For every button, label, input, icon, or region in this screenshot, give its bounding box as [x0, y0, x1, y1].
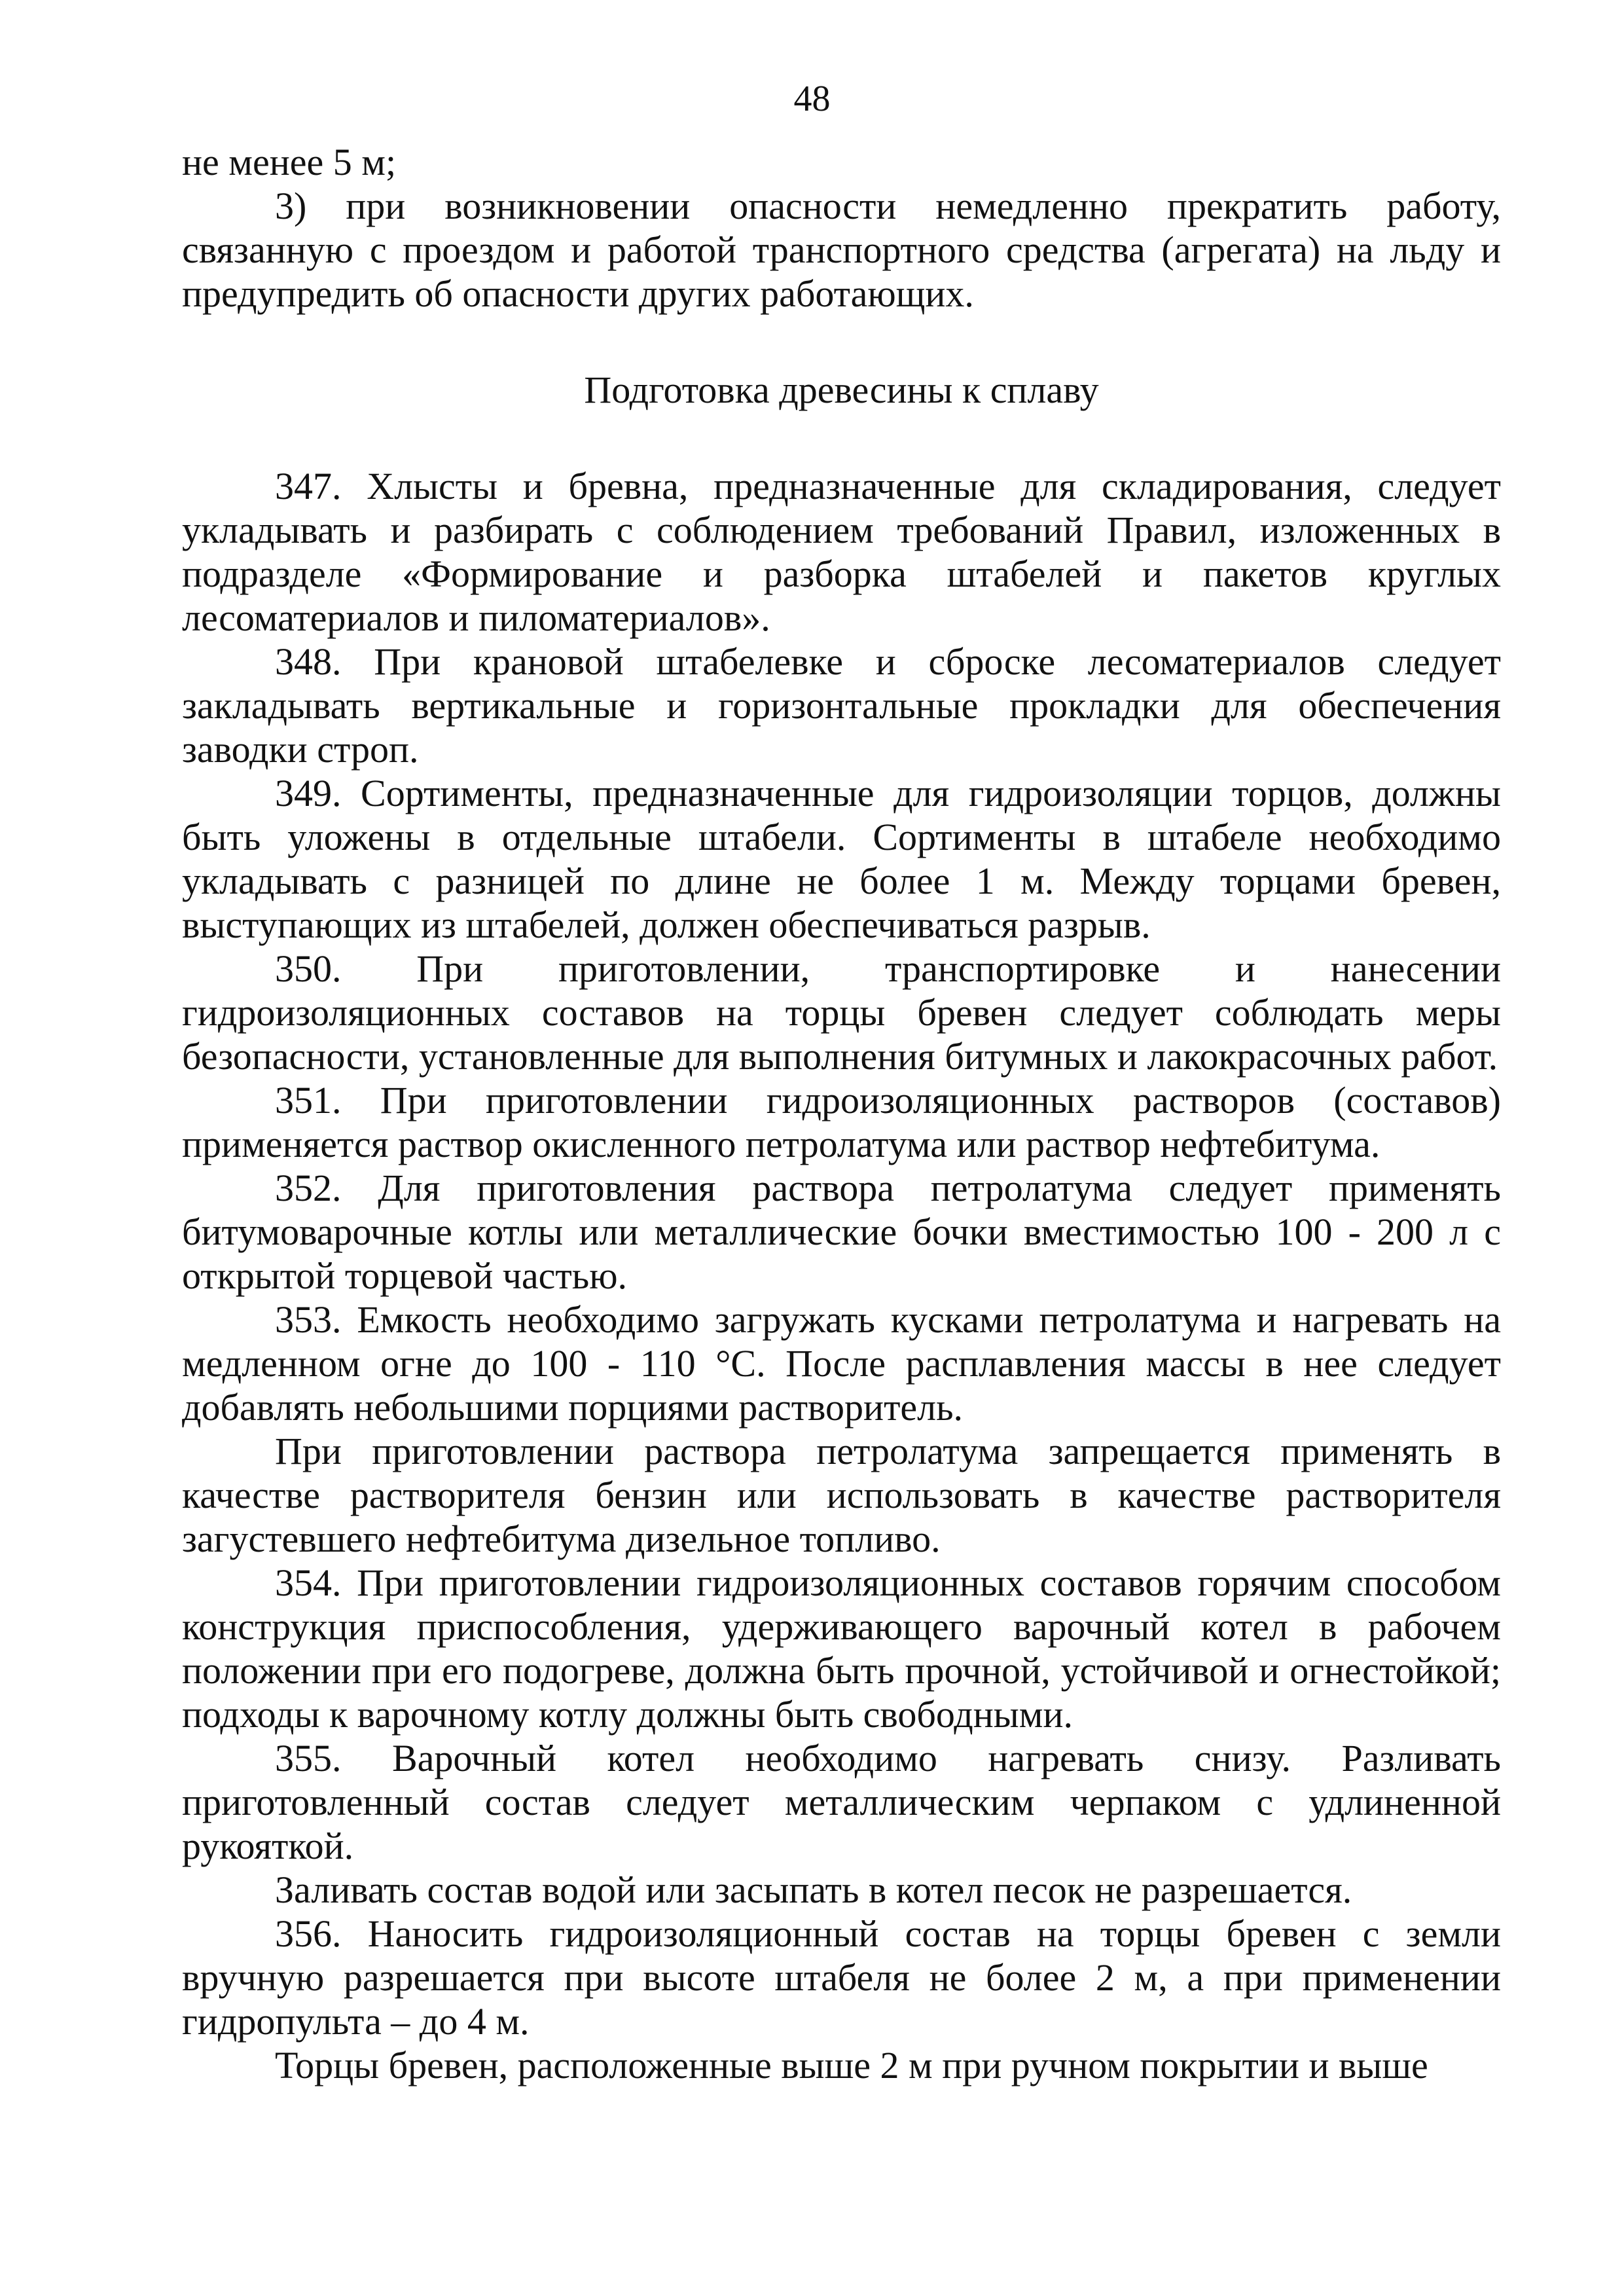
- paragraph-347: 347. Хлысты и бревна, предназначенные для складирования, следует укладывать и разбирать с соблюдением требований Правил, изложенных в подразделе «Формирование и разборка штабелей и пакетов круглых лесоматериалов и пиломатериалов».: [182, 465, 1501, 639]
- paragraph-352: 352. Для приготовления раствора петролатума следует применять битумоварочные котлы или металлические бочки вместимостью 100 - 200 л с открытой торцевой частью.: [182, 1167, 1501, 1297]
- paragraph-353: 353. Емкость необходимо загружать кусками петролатума и нагревать на медленном огне до 100 - 110 °С. После расплавления массы в нее следует добавлять небольшими порциями растворитель.: [182, 1298, 1501, 1429]
- paragraph-350: 350. При приготовлении, транспортировке и нанесении гидроизоляционных составов на торцы бревен следует соблюдать меры безопасности, установленные для выполнения битумных и лакокрасочных работ.: [182, 947, 1501, 1078]
- paragraph-item-3: 3) при возникновении опасности немедленно прекратить работу, связанную с проездом и работой транспортного средства (агрегата) на льду и предупредить об опасности других работающих.: [182, 185, 1501, 315]
- paragraph-349: 349. Сортименты, предназначенные для гидроизоляции торцов, должны быть уложены в отдельные штабели. Сортименты в штабеле необходимо укладывать с разницей по длине не более 1 м. Между торцами бревен, выступающих из штабелей, должен обеспечиваться разрыв.: [182, 772, 1501, 946]
- section-heading: Подготовка древесины к сплаву: [584, 369, 1099, 411]
- paragraph-355: 355. Варочный котел необходимо нагревать снизу. Разливать приготовленный состав следует металлическим черпаком с удлиненной рукояткой.: [182, 1737, 1501, 1867]
- paragraph-continuation: не менее 5 м;: [182, 141, 397, 183]
- paragraph-353-note: При приготовлении раствора петролатума запрещается применять в качестве растворителя бензин или использовать в качестве растворителя загустевшего нефтебитума дизельное топливо.: [182, 1430, 1501, 1560]
- paragraph-354: 354. При приготовлении гидроизоляционных составов горячим способом конструкция приспособления, удерживающего варочный котел в рабочем положении при его подогреве, должна быть прочной, устойчивой и огнестойкой; подходы к варочному котлу должны быть свободными.: [182, 1561, 1501, 1736]
- page-number: 48: [793, 79, 831, 119]
- paragraph-356-continued: Торцы бревен, расположенные выше 2 м при ручном покрытии и выше: [275, 2044, 1428, 2086]
- paragraph-351: 351. При приготовлении гидроизоляционных растворов (составов) применяется раствор окисленного петролатума или раствор нефтебитума.: [182, 1079, 1501, 1165]
- paragraph-355-note: Заливать состав водой или засыпать в котел песок не разрешается.: [275, 1868, 1352, 1911]
- paragraph-356: 356. Наносить гидроизоляционный состав на торцы бревен с земли вручную разрешается при высоте штабеля не более 2 м, а при применении гидропульта – до 4 м.: [182, 1912, 1501, 2043]
- paragraph-348: 348. При крановой штабелевке и сброске лесоматериалов следует закладывать вертикальные и горизонтальные прокладки для обеспечения заводки строп.: [182, 640, 1501, 771]
- document-body: [182, 140, 1501, 2087]
